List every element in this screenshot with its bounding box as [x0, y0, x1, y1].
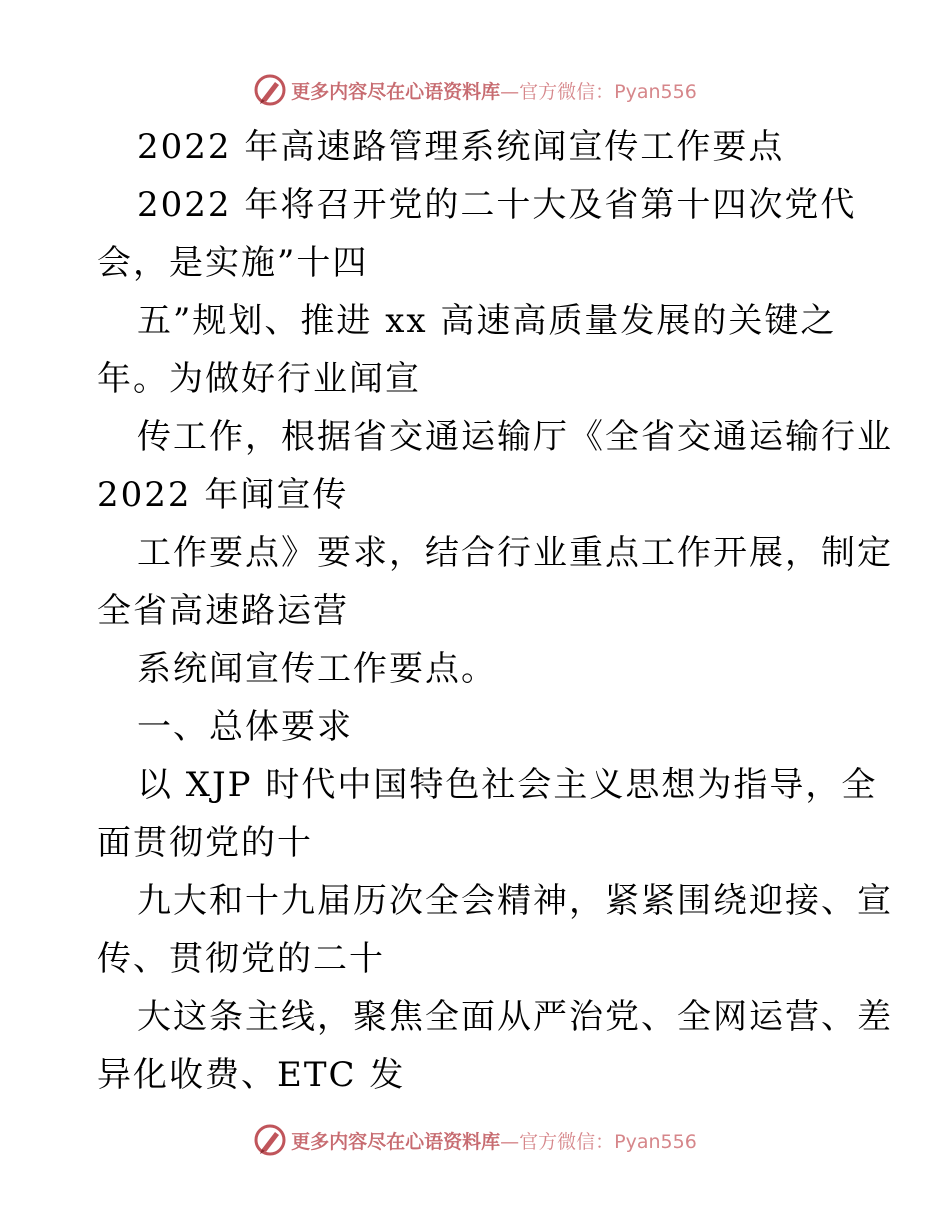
text-line: 以 XJP 时代中国特色社会主义思想为指导，全 — [137, 765, 878, 805]
text-line: 异化收费、ETC 发 — [97, 1055, 406, 1095]
footer-wechat-text: 官方微信：Pyan556 — [519, 1130, 697, 1153]
header-wechat-text: 官方微信：Pyan556 — [519, 80, 697, 103]
footer-site-text: 更多内容尽在心语资料库 — [291, 1130, 501, 1153]
pen-logo-icon — [253, 1123, 287, 1157]
header-watermark-text — [291, 77, 697, 104]
footer-watermark-text — [291, 1127, 697, 1154]
document-title: 2022 年高速路管理系统闻宣传工作要点 — [137, 127, 785, 167]
text-line: 五”规划、推进 xx 高速高质量发展的关键之 — [137, 301, 837, 341]
text-line: 传、贯彻党的二十 — [97, 939, 385, 979]
text-line: 大这条主线，聚焦全面从严治党、全网运营、差 — [137, 997, 893, 1037]
text-line: 2022 年闻宣传 — [97, 475, 349, 515]
footer-watermark-banner — [0, 1120, 950, 1160]
text-line: 系统闻宣传工作要点。 — [137, 649, 497, 689]
text-line: 面贯彻党的十 — [97, 823, 313, 863]
text-line: 工作要点》要求，结合行业重点工作开展，制定 — [137, 533, 893, 573]
header-watermark-banner — [0, 70, 950, 110]
text-line: 传工作，根据省交通运输厅《全省交通运输行业 — [137, 417, 893, 457]
text-line: 九大和十九届历次全会精神，紧紧围绕迎接、宣 — [137, 881, 893, 921]
text-line: 会，是实施”十四 — [97, 243, 369, 283]
header-site-text: 更多内容尽在心语资料库 — [291, 80, 501, 103]
text-line: 全省高速路运营 — [97, 591, 349, 631]
section-heading: 一、总体要求 — [137, 707, 353, 747]
pen-logo-icon — [253, 73, 287, 107]
footer-separator: — — [500, 1130, 520, 1153]
header-separator: — — [500, 80, 520, 103]
text-line: 2022 年将召开党的二十大及省第十四次党代 — [137, 185, 857, 225]
text-line: 年。为做好行业闻宣 — [97, 359, 421, 399]
